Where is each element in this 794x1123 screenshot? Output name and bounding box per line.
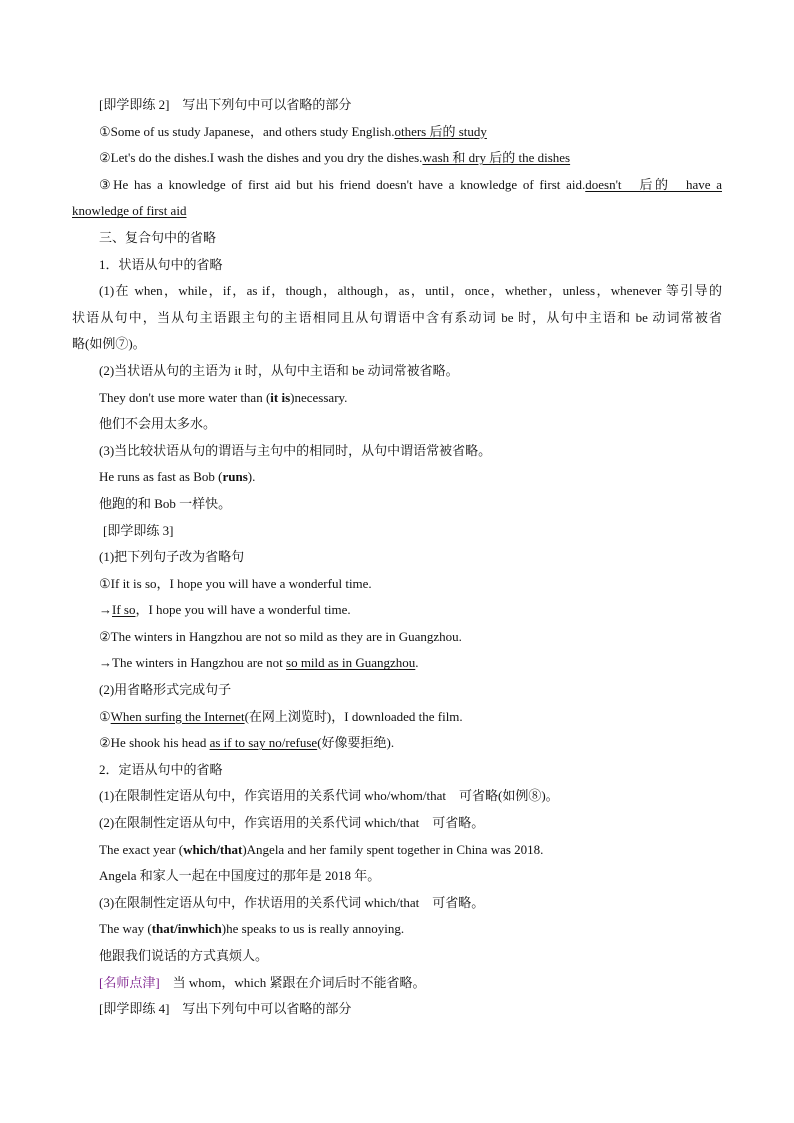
exercise-3-item-2: ②The winters in Hangzhou are not so mild as they are in Guangzhou. <box>99 628 462 644</box>
exercise-3-part-2: (2)用省略形式完成句子 <box>99 682 232 698</box>
answer: doesn't 后的 have a <box>585 176 722 192</box>
answer: so mild as in Guangzhou <box>286 655 416 671</box>
attr-example-3-en: The way (that/inwhich)he speaks to us is really annoying. <box>99 921 405 937</box>
attr-example-2-zh: Angela 和家人一起在中国度过的那年是 2018 年。 <box>99 868 381 884</box>
exercise-3-item-2-answer: →The winters in Hangzhou are not so mild as in Guangzhou. <box>99 655 419 671</box>
example-3-en: He runs as fast as Bob (runs). <box>99 469 256 485</box>
exercise-3-part-1: (1)把下列句子改为省略句 <box>99 549 245 565</box>
exercise-2-item-1: ①Some of us study Japanese，and others study English.others 后的 study <box>99 123 487 139</box>
attr-example-2-en: The exact year (which/that)Angela and her family spent together in China was 2018. <box>99 841 544 857</box>
answer: wash 和 dry 后的 the dishes <box>422 150 571 166</box>
exercise-4-heading: [即学即练 4] 写出下列句中可以省略的部分 <box>99 1001 352 1017</box>
subsection-heading-1: 1．状语从句中的省略 <box>99 256 223 272</box>
attr-rule-1: (1)在限制性定语从句中，作宾语用的关系代词 who/whom/that 可省略(如例⑧)。 <box>99 788 559 804</box>
subsection-heading-2: 2．定语从句中的省略 <box>99 761 223 777</box>
answer: knowledge of first aid <box>72 203 187 219</box>
rule-2: (2)当状语从句的主语为 it 时，从句中主语和 be 动词常被省略。 <box>99 362 459 378</box>
section-heading-3: 三、复合句中的省略 <box>99 229 217 245</box>
exercise-3-item-1-answer: →If so，I hope you will have a wonderful time. <box>99 602 351 618</box>
teacher-tip: [名师点津] 当 whom，which 紧跟在介词后时不能省略。 <box>99 974 426 990</box>
answer: If so <box>112 602 136 618</box>
exercise-3-heading: [即学即练 3] <box>103 522 174 538</box>
exercise-2-item-3: ③He has a knowledge of first aid but his friend doesn't have a knowledge of first aid.doesn't 后的 have a <box>99 176 722 192</box>
example-2-en: They don't use more water than (it is)necessary. <box>99 389 348 405</box>
answer: others 后的 study <box>394 123 487 139</box>
document-page <box>72 92 722 1023</box>
exercise-3-item-1: ①If it is so，I hope you will have a wonderful time. <box>99 575 372 591</box>
rule-1-line-1: (1)在 when，while，if，as if，though，although，as，until，once，whether，unless，whenever 等引导的 <box>99 283 722 299</box>
answer: as if to say no/refuse <box>209 735 318 751</box>
exercise-3-item-3: ①When surfing the Internet(在网上浏览时)，I downloaded the film. <box>99 708 463 724</box>
teacher-tip-tag: [名师点津] <box>99 974 160 990</box>
rule-1-line-3: 略(如例⑦)。 <box>72 336 146 352</box>
answer: When surfing the Internet <box>110 708 245 724</box>
exercise-3-item-4: ②He shook his head as if to say no/refuse(好像要拒绝). <box>99 735 395 751</box>
exercise-2-item-3-cont <box>72 198 722 225</box>
attr-rule-3: (3)在限制性定语从句中，作状语用的关系代词 which/that 可省略。 <box>99 894 485 910</box>
exercise-2-item-2: ②Let's do the dishes.I wash the dishes and you dry the dishes.wash 和 dry 后的 the dishes <box>99 150 571 166</box>
rule-3: (3)当比较状语从句的谓语与主句中的相同时，从句中谓语常被省略。 <box>99 442 492 458</box>
rule-1-line-2: 状语从句中，当从句主语跟主句的主语相同且从句谓语中含有系动词 be 时，从句中主语和 be 动词常被省 <box>72 309 722 325</box>
exercise-2-heading: [即学即练 2] 写出下列句中可以省略的部分 <box>99 97 352 112</box>
attr-rule-2: (2)在限制性定语从句中，作宾语用的关系代词 which/that 可省略。 <box>99 815 485 831</box>
example-2-zh: 他们不会用太多水。 <box>99 416 217 432</box>
example-3-zh: 他跑的和 Bob 一样快。 <box>99 495 232 511</box>
attr-example-3-zh: 他跟我们说话的方式真烦人。 <box>99 948 269 963</box>
